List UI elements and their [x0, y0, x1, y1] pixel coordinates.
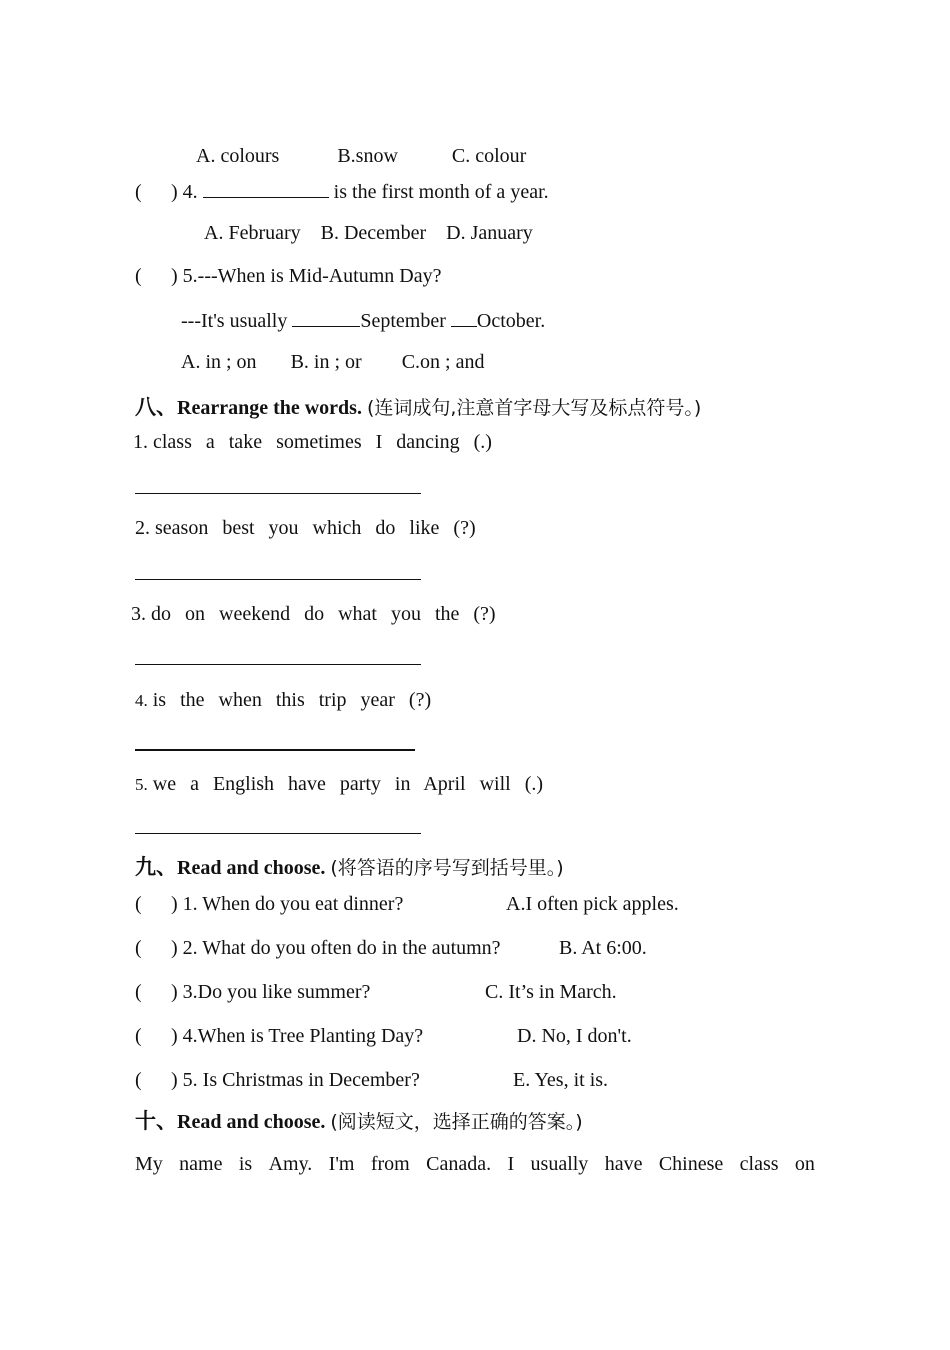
s9-item-3-question: ) 3.Do you like summer?	[171, 981, 371, 1003]
passage-word: Chinese	[658, 1153, 724, 1175]
s9-item-4	[135, 1026, 423, 1046]
section8-heading	[135, 397, 701, 418]
s9-item-5-answer: E. Yes, it is.	[513, 1069, 609, 1091]
q4-question	[135, 180, 549, 202]
s9-item-5-paren[interactable]: (	[135, 1069, 142, 1091]
s8-answer-line-5[interactable]	[135, 833, 421, 834]
passage-word: My	[135, 1153, 163, 1175]
passage-word: Canada.	[426, 1153, 492, 1175]
q5-answer-post: October.	[476, 310, 546, 332]
s8-item-5-words: we a English have party in April will (.)	[152, 773, 544, 795]
q4-text: is the first month of a year.	[333, 181, 549, 203]
q4-option-b: B. December	[320, 222, 427, 244]
section9-note: (将答语的序号写到括号里。)	[330, 857, 564, 879]
s8-answer-line-1[interactable]	[135, 493, 421, 494]
q4-option-c: D. January	[446, 222, 533, 244]
q3-option-a: A. colours	[196, 145, 280, 167]
passage-word: I'm	[328, 1153, 355, 1175]
passage-word: name	[179, 1153, 223, 1175]
s8-item-1-number: 1.	[133, 431, 148, 453]
section10-note: (阅读短文，选择正确的答案。)	[330, 1111, 583, 1133]
s9-item-4-paren[interactable]: (	[135, 1025, 142, 1047]
q5-blank-2[interactable]	[451, 309, 477, 327]
s9-item-5	[135, 1070, 420, 1090]
s8-item-5	[135, 774, 543, 794]
s8-item-4-number: 4.	[135, 691, 148, 710]
q4-blank[interactable]	[203, 180, 329, 198]
passage-word: class	[739, 1153, 779, 1175]
s9-item-1	[135, 894, 403, 914]
passage-word: I	[507, 1153, 515, 1175]
s8-item-1-words: class a take sometimes I dancing (.)	[153, 431, 492, 453]
q5-option-c: C.on ; and	[401, 351, 485, 373]
s9-item-4-question: ) 4.When is Tree Planting Day?	[171, 1025, 424, 1047]
s8-item-1	[133, 432, 492, 452]
passage-word: is	[238, 1153, 253, 1175]
s8-item-2-words: season best you which do like (?)	[155, 517, 476, 539]
q5-answer-line	[181, 309, 545, 331]
section10-heading	[135, 1111, 583, 1132]
s9-item-1-question: ) 1. When do you eat dinner?	[171, 893, 404, 915]
section8-note: (连词成句,注意首字母大写及标点符号。)	[366, 397, 702, 419]
passage-word: on	[794, 1153, 815, 1175]
s8-answer-line-4[interactable]	[135, 749, 415, 751]
q5-blank-1[interactable]	[292, 309, 360, 327]
s9-item-5-question: ) 5. Is Christmas in December?	[171, 1069, 420, 1091]
s8-item-2	[135, 518, 476, 538]
section9-heading	[135, 857, 564, 878]
s8-item-4	[135, 690, 431, 710]
q3-options	[196, 146, 526, 166]
passage-word: usually	[530, 1153, 589, 1175]
s8-item-2-number: 2.	[135, 517, 150, 539]
s8-item-3	[131, 604, 496, 624]
s9-item-3-answer: C. It’s in March.	[485, 981, 617, 1003]
section9-title: Read and choose.	[177, 857, 326, 879]
q3-option-c: C. colour	[451, 145, 527, 167]
q5-answer-paren[interactable]: (	[135, 265, 142, 287]
s9-item-1-paren[interactable]: (	[135, 893, 142, 915]
section8-title: Rearrange the words.	[177, 397, 362, 419]
q5-question	[135, 266, 442, 286]
q5-option-b: B. in ; or	[290, 351, 362, 373]
s9-item-2-paren[interactable]: (	[135, 937, 142, 959]
s9-item-2-question: ) 2. What do you often do in the autumn?	[171, 937, 501, 959]
q5-option-a: A. in ; on	[181, 351, 257, 373]
s9-item-1-answer: A.I often pick apples.	[506, 893, 679, 915]
s9-item-3	[135, 982, 370, 1002]
section8-number: 八、	[135, 395, 177, 419]
section9-number: 九、	[135, 855, 177, 879]
q5-answer-pre: ---It's usually	[181, 310, 288, 332]
s8-item-3-number: 3.	[131, 603, 146, 625]
s9-item-4-answer: D. No, I don't.	[517, 1025, 632, 1047]
q5-options	[181, 352, 484, 372]
q4-option-a: A. February	[204, 222, 301, 244]
q4-answer-paren[interactable]: (	[135, 181, 142, 203]
s8-answer-line-3[interactable]	[135, 664, 421, 665]
passage-word: have	[604, 1153, 643, 1175]
s9-item-2-answer: B. At 6:00.	[559, 937, 647, 959]
s8-item-3-words: do on weekend do what you the (?)	[151, 603, 496, 625]
q4-number: ) 4.	[171, 181, 198, 203]
s8-item-4-words: is the when this trip year (?)	[152, 689, 432, 711]
q3-option-b: B.snow	[337, 145, 398, 167]
passage-word: Amy.	[268, 1153, 313, 1175]
s8-item-5-number: 5.	[135, 775, 148, 794]
q5-answer-mid: September	[360, 310, 446, 332]
passage-word: from	[370, 1153, 410, 1175]
s8-answer-line-2[interactable]	[135, 579, 421, 580]
section10-passage-line	[135, 1154, 815, 1174]
s9-item-2	[135, 938, 501, 958]
s9-item-3-paren[interactable]: (	[135, 981, 142, 1003]
q4-options	[204, 223, 533, 243]
q5-text: ) 5.---When is Mid-Autumn Day?	[171, 265, 442, 287]
section10-number: 十、	[135, 1109, 177, 1133]
section10-title: Read and choose.	[177, 1111, 326, 1133]
